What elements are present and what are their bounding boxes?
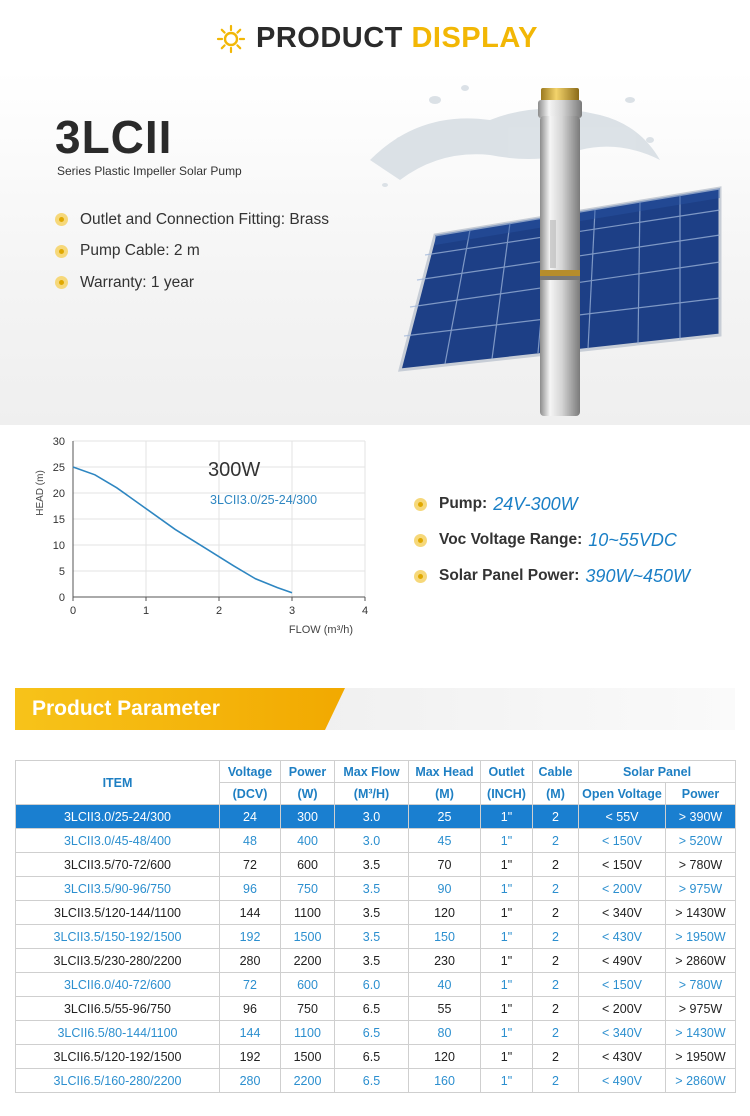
table-row — [16, 925, 736, 949]
cell-power: 400 — [281, 829, 335, 853]
column-header-power: Power — [281, 761, 335, 783]
unit-cable: (M) — [533, 783, 579, 805]
cell-max-head: 70 — [409, 853, 481, 877]
table-row — [16, 853, 736, 877]
table-row — [16, 1045, 736, 1069]
cell-max-head: 160 — [409, 1069, 481, 1093]
cell-outlet: 1" — [481, 877, 533, 901]
cell-open-voltage: < 490V — [579, 949, 666, 973]
spec-list — [414, 486, 690, 594]
cell-open-voltage: < 150V — [579, 973, 666, 997]
bullet-icon — [414, 534, 427, 547]
bullet-icon — [55, 245, 68, 258]
cell-item: 3LCII6.5/80-144/1100 — [16, 1021, 220, 1045]
cell-max-flow: 6.5 — [335, 997, 409, 1021]
unit-outlet: (INCH) — [481, 783, 533, 805]
cell-open-voltage: < 430V — [579, 1045, 666, 1069]
x-tick-label: 3 — [288, 605, 296, 617]
cell-voltage: 280 — [220, 949, 281, 973]
table-body — [16, 805, 736, 1093]
cell-outlet: 1" — [481, 925, 533, 949]
cell-max-head: 40 — [409, 973, 481, 997]
cell-open-voltage: < 150V — [579, 829, 666, 853]
cell-max-flow: 6.5 — [335, 1021, 409, 1045]
cell-max-flow: 3.5 — [335, 949, 409, 973]
column-header-solar-power: Power — [666, 783, 736, 805]
feature-list — [55, 204, 329, 299]
chart-subtitle: 3LCII3.0/25-24/300 — [210, 493, 318, 507]
cell-voltage: 48 — [220, 829, 281, 853]
cell-cable: 2 — [533, 853, 579, 877]
page-header — [0, 18, 750, 62]
cell-voltage: 72 — [220, 853, 281, 877]
cell-item: 3LCII6.5/120-192/1500 — [16, 1045, 220, 1069]
column-header-max-flow: Max Flow — [335, 761, 409, 783]
cell-cable: 2 — [533, 1021, 579, 1045]
bullet-icon — [414, 570, 427, 583]
table-row — [16, 829, 736, 853]
table-row — [16, 805, 736, 829]
cell-solar-power: > 520W — [666, 829, 736, 853]
unit-voltage: (DCV) — [220, 783, 281, 805]
cell-cable: 2 — [533, 805, 579, 829]
cell-max-head: 120 — [409, 1045, 481, 1069]
x-tick-label: 2 — [215, 605, 223, 617]
cell-open-voltage: < 340V — [579, 1021, 666, 1045]
cell-max-flow: 6.5 — [335, 1045, 409, 1069]
bullet-icon — [55, 213, 68, 226]
table-row — [16, 973, 736, 997]
cell-item: 3LCII3.5/70-72/600 — [16, 853, 220, 877]
y-tick-label: 15 — [52, 514, 65, 526]
column-header-item: ITEM — [16, 761, 220, 805]
table-row — [16, 1021, 736, 1045]
cell-solar-power: > 780W — [666, 853, 736, 877]
cell-solar-power: > 780W — [666, 973, 736, 997]
cell-max-head: 45 — [409, 829, 481, 853]
unit-flow: (M³/H) — [335, 783, 409, 805]
cell-max-flow: 6.5 — [335, 1069, 409, 1093]
cell-voltage: 192 — [220, 1045, 281, 1069]
cell-open-voltage: < 430V — [579, 925, 666, 949]
cell-outlet: 1" — [481, 1021, 533, 1045]
cell-cable: 2 — [533, 901, 579, 925]
y-tick-label: 5 — [58, 566, 65, 578]
cell-outlet: 1" — [481, 853, 533, 877]
cell-solar-power: > 390W — [666, 805, 736, 829]
cell-item: 3LCII6.5/55-96/750 — [16, 997, 220, 1021]
cell-open-voltage: < 150V — [579, 853, 666, 877]
cell-solar-power: > 975W — [666, 877, 736, 901]
column-header-voltage: Voltage — [220, 761, 281, 783]
column-header-solar-panel: Solar Panel — [579, 761, 736, 783]
cell-solar-power: > 1950W — [666, 925, 736, 949]
cell-open-voltage: < 490V — [579, 1069, 666, 1093]
cell-power: 600 — [281, 973, 335, 997]
cell-item: 3LCII6.0/40-72/600 — [16, 973, 220, 997]
cell-voltage: 280 — [220, 1069, 281, 1093]
cell-power: 600 — [281, 853, 335, 877]
column-header-outlet: Outlet — [481, 761, 533, 783]
unit-head: (M) — [409, 783, 481, 805]
cell-max-head: 150 — [409, 925, 481, 949]
cell-outlet: 1" — [481, 829, 533, 853]
table-row — [16, 1069, 736, 1093]
y-tick-label: 10 — [52, 540, 65, 552]
cell-item: 3LCII6.5/160-280/2200 — [16, 1069, 220, 1093]
cell-max-flow: 6.0 — [335, 973, 409, 997]
cell-open-voltage: < 340V — [579, 901, 666, 925]
cell-max-flow: 3.5 — [335, 853, 409, 877]
cell-solar-power: > 1430W — [666, 901, 736, 925]
cell-cable: 2 — [533, 925, 579, 949]
cell-outlet: 1" — [481, 1045, 533, 1069]
cell-max-flow: 3.0 — [335, 805, 409, 829]
cell-power: 1500 — [281, 925, 335, 949]
cell-max-head: 55 — [409, 997, 481, 1021]
column-header-open-voltage: Open Voltage — [579, 783, 666, 805]
y-tick-label: 0 — [58, 592, 65, 604]
cell-max-flow: 3.0 — [335, 829, 409, 853]
x-tick-label: 1 — [142, 605, 150, 617]
section-title: Product Parameter — [32, 697, 220, 720]
column-header-max-head: Max Head — [409, 761, 481, 783]
cell-outlet: 1" — [481, 949, 533, 973]
cell-item: 3LCII3.0/45-48/400 — [16, 829, 220, 853]
cell-voltage: 96 — [220, 997, 281, 1021]
unit-power: (W) — [281, 783, 335, 805]
sun-icon — [216, 24, 246, 54]
cell-item: 3LCII3.0/25-24/300 — [16, 805, 220, 829]
cell-max-flow: 3.5 — [335, 877, 409, 901]
cell-outlet: 1" — [481, 805, 533, 829]
cell-power: 2200 — [281, 949, 335, 973]
spec-item: Solar Panel Power: 390W~450W — [414, 558, 690, 594]
cell-open-voltage: < 55V — [579, 805, 666, 829]
cell-item: 3LCII3.5/120-144/1100 — [16, 901, 220, 925]
cell-voltage: 144 — [220, 901, 281, 925]
bullet-icon — [414, 498, 427, 511]
cell-cable: 2 — [533, 997, 579, 1021]
y-tick-label: 25 — [52, 462, 65, 474]
table-row — [16, 997, 736, 1021]
cell-cable: 2 — [533, 949, 579, 973]
cell-cable: 2 — [533, 829, 579, 853]
cell-voltage: 24 — [220, 805, 281, 829]
page-title: PRODUCT DISPLAY — [256, 22, 538, 54]
cell-item: 3LCII3.5/150-192/1500 — [16, 925, 220, 949]
cell-max-head: 80 — [409, 1021, 481, 1045]
cell-item: 3LCII3.5/90-96/750 — [16, 877, 220, 901]
cell-outlet: 1" — [481, 1069, 533, 1093]
cell-power: 300 — [281, 805, 335, 829]
cell-solar-power: > 975W — [666, 997, 736, 1021]
cell-item: 3LCII3.5/230-280/2200 — [16, 949, 220, 973]
cell-cable: 2 — [533, 877, 579, 901]
cell-open-voltage: < 200V — [579, 997, 666, 1021]
table-row — [16, 949, 736, 973]
cell-open-voltage: < 200V — [579, 877, 666, 901]
cell-outlet: 1" — [481, 997, 533, 1021]
performance-curve-chart — [25, 427, 385, 642]
feature-item: Warranty: 1 year — [55, 267, 329, 299]
table-row — [16, 877, 736, 901]
cell-voltage: 192 — [220, 925, 281, 949]
x-tick-label: 4 — [361, 605, 369, 617]
cell-voltage: 144 — [220, 1021, 281, 1045]
cell-outlet: 1" — [481, 973, 533, 997]
x-axis-label: FLOW (m³/h) — [288, 624, 354, 636]
table-row — [16, 901, 736, 925]
cell-power: 750 — [281, 877, 335, 901]
cell-solar-power: > 2860W — [666, 949, 736, 973]
cell-max-flow: 3.5 — [335, 901, 409, 925]
cell-power: 1100 — [281, 1021, 335, 1045]
cell-solar-power: > 1430W — [666, 1021, 736, 1045]
cell-power: 1500 — [281, 1045, 335, 1069]
cell-solar-power: > 2860W — [666, 1069, 736, 1093]
cell-power: 2200 — [281, 1069, 335, 1093]
x-tick-label: 0 — [69, 605, 77, 617]
product-subtitle: Series Plastic Impeller Solar Pump — [57, 164, 242, 178]
pump-solar-panel-image — [340, 70, 750, 425]
cell-max-head: 120 — [409, 901, 481, 925]
cell-power: 750 — [281, 997, 335, 1021]
spec-item: Pump: 24V-300W — [414, 486, 690, 522]
feature-item: Outlet and Connection Fitting: Brass — [55, 204, 329, 236]
parameter-table — [15, 760, 736, 1093]
cell-max-head: 90 — [409, 877, 481, 901]
cell-voltage: 72 — [220, 973, 281, 997]
cell-cable: 2 — [533, 1045, 579, 1069]
cell-outlet: 1" — [481, 901, 533, 925]
feature-item: Pump Cable: 2 m — [55, 236, 329, 268]
y-tick-label: 20 — [52, 488, 65, 500]
bullet-icon — [55, 276, 68, 289]
cell-power: 1100 — [281, 901, 335, 925]
product-hero-section — [0, 70, 750, 425]
cell-max-head: 230 — [409, 949, 481, 973]
y-axis-label: HEAD (m) — [35, 470, 46, 516]
spec-item: Voc Voltage Range: 10~55VDC — [414, 522, 690, 558]
section-banner — [15, 688, 735, 730]
column-header-cable: Cable — [533, 761, 579, 783]
cell-cable: 2 — [533, 973, 579, 997]
cell-cable: 2 — [533, 1069, 579, 1093]
chart-title: 300W — [208, 459, 261, 481]
product-model: 3LCII — [55, 111, 173, 163]
y-tick-label: 30 — [52, 436, 65, 448]
series-line — [73, 467, 292, 593]
cell-max-head: 25 — [409, 805, 481, 829]
cell-voltage: 96 — [220, 877, 281, 901]
cell-solar-power: > 1950W — [666, 1045, 736, 1069]
cell-max-flow: 3.5 — [335, 925, 409, 949]
